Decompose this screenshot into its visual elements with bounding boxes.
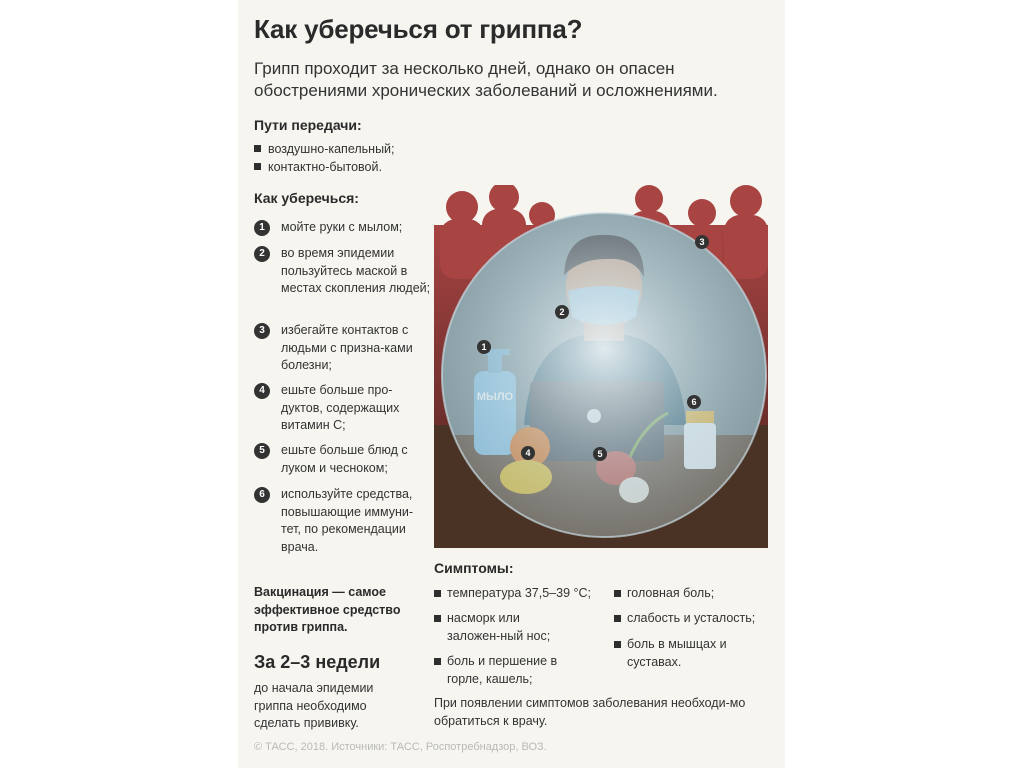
prevention-step (254, 219, 434, 239)
prevention-step (254, 382, 434, 434)
prevention-step (254, 486, 434, 556)
bullet-square-icon (434, 590, 441, 597)
step-text: избегайте контактов с людьми с призна-ками болезни; (281, 323, 413, 372)
symptom-item: головная боль; (614, 585, 774, 603)
marker-3 (695, 235, 709, 249)
page-title: Как уберечься от гриппа? (254, 14, 583, 44)
bullet-square-icon (434, 658, 441, 665)
marker-4 (521, 446, 535, 460)
bullet-square-icon (434, 615, 441, 622)
prevention-step (254, 442, 434, 478)
transmission-heading: Пути передачи: (254, 117, 362, 133)
flu-protection-illustration (434, 185, 768, 548)
step-text: ешьте больше про-дуктов, содержащих витамин С; (281, 383, 400, 432)
step-text: используйте средства, повышающие иммуни-тет, по рекомендации врача. (281, 487, 414, 554)
step-number-badge: 3 (254, 323, 270, 339)
symptom-item: насморк или заложен-ный нос; (434, 610, 584, 646)
symptom-item: слабость и усталость; (614, 610, 774, 628)
step-number-badge: 4 (254, 383, 270, 399)
symptom-item: температура 37,5–39 °С; (434, 585, 614, 603)
svg-text:4: 4 (525, 448, 531, 458)
svg-text:2: 2 (559, 307, 565, 317)
svg-text:6: 6 (691, 397, 697, 407)
vaccination-timing-text: до начала эпидемии гриппа необходимо сделать прививку. (254, 681, 374, 730)
svg-text:5: 5 (597, 449, 603, 459)
symptoms-heading: Симптомы: (434, 560, 514, 576)
transmission-item: контактно-бытовой. (254, 160, 382, 174)
symptom-item: боль в мышцах и суставах. (614, 636, 774, 672)
marker-6 (687, 395, 701, 409)
vaccination-callout: Вакцинация — самое эффективное средство против гриппа. (254, 585, 401, 634)
step-text: мойте руки с мылом; (281, 220, 403, 234)
bullet-square-icon (614, 641, 621, 648)
prevention-heading: Как уберечься: (254, 190, 359, 206)
prevention-step (254, 245, 434, 315)
step-number-badge: 5 (254, 443, 270, 459)
bullet-square-icon (254, 163, 261, 170)
symptom-item: боль и першение в горле, кашель; (434, 653, 584, 689)
step-number-badge: 6 (254, 487, 270, 503)
step-text: во время эпидемии пользуйтесь маской в местах скопления людей; (281, 246, 431, 295)
vaccination-timing-title: За 2–3 недели (254, 652, 381, 672)
step-number-badge: 1 (254, 220, 270, 236)
bullet-square-icon (254, 145, 261, 152)
svg-text:1: 1 (481, 342, 487, 352)
svg-text:3: 3 (699, 237, 705, 247)
source-footer: © ТАСС, 2018. Источники: ТАСС, Роспотребнадзор, ВОЗ. (254, 741, 547, 753)
doctor-note: При появлении симптомов заболевания необходи-мо обратиться к врачу. (434, 696, 746, 728)
page-subtitle: Грипп проходит за несколько дней, однако он опасен обострениями хронических заболеваний и осложнениями. (254, 59, 718, 100)
step-text: ешьте больше блюд с луком и чесноком; (281, 443, 408, 475)
marker-2 (555, 305, 569, 319)
bullet-square-icon (614, 590, 621, 597)
infographic-card (238, 0, 785, 768)
prevention-step (254, 322, 434, 374)
bullet-square-icon (614, 615, 621, 622)
transmission-item: воздушно-капельный; (254, 142, 395, 156)
step-number-badge: 2 (254, 246, 270, 262)
marker-1 (477, 340, 491, 354)
marker-5 (593, 447, 607, 461)
